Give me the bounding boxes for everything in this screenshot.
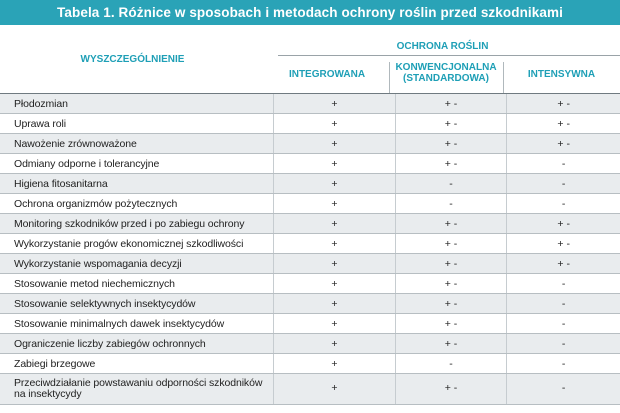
cell-integrowana: + <box>274 254 395 274</box>
table-row <box>0 174 620 194</box>
cell-intensywna: + - <box>507 254 620 274</box>
cell-integrowana: + <box>274 294 395 314</box>
row-label: Płodozmian <box>0 94 274 114</box>
cell-konwencjonalna: + - <box>395 334 507 354</box>
cell-integrowana: + <box>274 194 395 214</box>
row-label: Ograniczenie liczby zabiegów ochronnych <box>0 334 274 354</box>
cell-konwencjonalna: + - <box>395 154 507 174</box>
cell-intensywna: - <box>507 154 620 174</box>
cell-intensywna: + - <box>507 94 620 114</box>
cell-intensywna: + - <box>507 214 620 234</box>
header-divider <box>389 62 390 94</box>
column-header-intensywna: INTENSYWNA <box>527 69 596 80</box>
row-label: Stosowanie metod niechemicznych <box>0 274 274 294</box>
column-header-konwencjonalna-line1: KONWENCJONALNA <box>395 62 497 73</box>
row-label: Monitoring szkodników przed i po zabiegu ochrony <box>0 214 274 234</box>
cell-konwencjonalna: + - <box>395 374 507 405</box>
comparison-table <box>0 94 620 405</box>
row-label: Przeciwdziałanie powstawaniu odporności szkodników na insektycydy <box>0 374 274 405</box>
table-row <box>0 114 620 134</box>
cell-intensywna: - <box>507 194 620 214</box>
cell-integrowana: + <box>274 214 395 234</box>
cell-konwencjonalna: + - <box>395 214 507 234</box>
cell-integrowana: + <box>274 174 395 194</box>
table-row <box>0 354 620 374</box>
cell-integrowana: + <box>274 134 395 154</box>
cell-integrowana: + <box>274 114 395 134</box>
column-header-konwencjonalna-line2: (STANDARDOWA) <box>403 73 489 84</box>
cell-konwencjonalna: - <box>395 174 507 194</box>
cell-intensywna: - <box>507 274 620 294</box>
cell-integrowana: + <box>274 374 395 405</box>
cell-integrowana: + <box>274 354 395 374</box>
table-row <box>0 374 620 405</box>
cell-konwencjonalna: - <box>395 354 507 374</box>
cell-intensywna: - <box>507 174 620 194</box>
cell-intensywna: - <box>507 314 620 334</box>
cell-intensywna: + - <box>507 234 620 254</box>
cell-integrowana: + <box>274 274 395 294</box>
table-row <box>0 194 620 214</box>
table-row <box>0 134 620 154</box>
row-label: Wykorzystanie progów ekonomicznej szkodliwości <box>0 234 274 254</box>
cell-konwencjonalna: + - <box>395 114 507 134</box>
table-row <box>0 294 620 314</box>
row-label: Odmiany odporne i tolerancyjne <box>0 154 274 174</box>
cell-konwencjonalna: + - <box>395 274 507 294</box>
row-label: Wykorzystanie wspomagania decyzji <box>0 254 274 274</box>
row-label: Stosowanie selektywnych insektycydów <box>0 294 274 314</box>
cell-intensywna: - <box>507 294 620 314</box>
group-divider <box>278 55 620 56</box>
cell-intensywna: - <box>507 354 620 374</box>
cell-integrowana: + <box>274 334 395 354</box>
cell-konwencjonalna: + - <box>395 134 507 154</box>
cell-konwencjonalna: + - <box>395 254 507 274</box>
column-header-wyszczegolnienie: WYSZCZEGÓLNIENIE <box>80 54 185 65</box>
column-header-integrowana: INTEGROWANA <box>288 69 366 80</box>
cell-integrowana: + <box>274 94 395 114</box>
row-label: Stosowanie minimalnych dawek insektycydów <box>0 314 274 334</box>
cell-intensywna: + - <box>507 114 620 134</box>
cell-konwencjonalna: - <box>395 194 507 214</box>
table-row <box>0 334 620 354</box>
table-row <box>0 314 620 334</box>
table-row <box>0 254 620 274</box>
table-row <box>0 94 620 114</box>
table-row <box>0 234 620 254</box>
cell-konwencjonalna: + - <box>395 94 507 114</box>
cell-integrowana: + <box>274 154 395 174</box>
row-label: Higiena fitosanitarna <box>0 174 274 194</box>
cell-konwencjonalna: + - <box>395 234 507 254</box>
row-label: Ochrona organizmów pożytecznych <box>0 194 274 214</box>
row-label: Nawożenie zrównoważone <box>0 134 274 154</box>
cell-integrowana: + <box>274 314 395 334</box>
cell-konwencjonalna: + - <box>395 294 507 314</box>
row-label: Zabiegi brzegowe <box>0 354 274 374</box>
table-row <box>0 154 620 174</box>
table-row <box>0 214 620 234</box>
cell-intensywna: - <box>507 334 620 354</box>
header-divider <box>503 62 504 94</box>
cell-konwencjonalna: + - <box>395 314 507 334</box>
table-title: Tabela 1. Różnice w sposobach i metodach ochrony roślin przed szkodnikami <box>0 0 620 25</box>
cell-intensywna: - <box>507 374 620 405</box>
row-label: Uprawa roli <box>0 114 274 134</box>
cell-intensywna: + - <box>507 134 620 154</box>
cell-integrowana: + <box>274 234 395 254</box>
table-row <box>0 274 620 294</box>
column-header-konwencjonalna <box>389 62 503 84</box>
column-group-header: OCHRONA ROŚLIN <box>396 41 489 52</box>
